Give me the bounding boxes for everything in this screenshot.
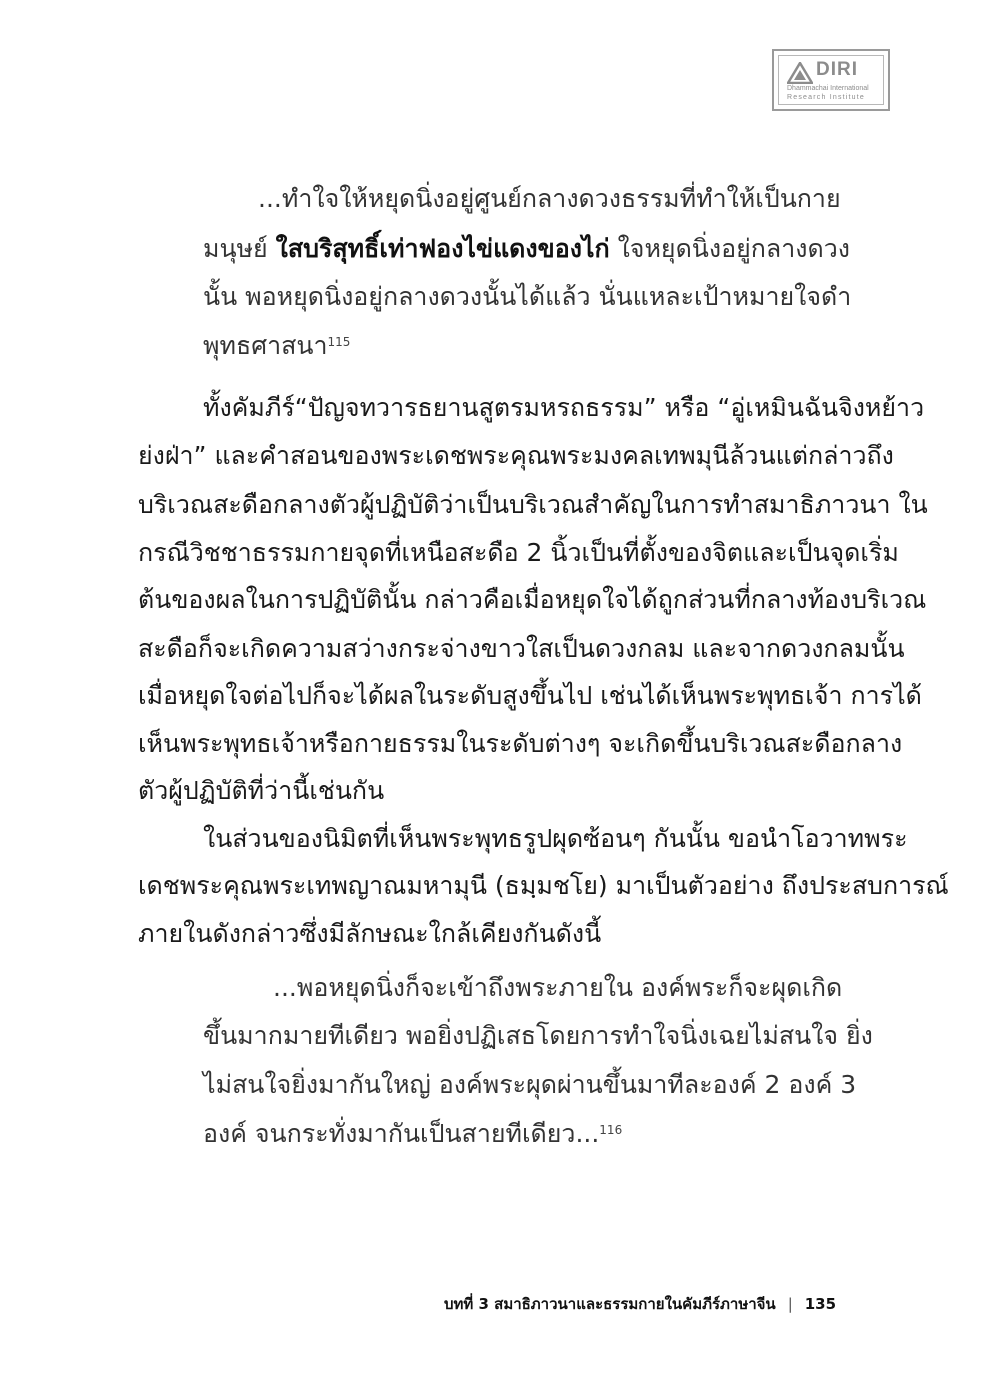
paragraph-1-line: ทั้งคัมภีร์“ปัญจทวารธยานสูตรมหรถธรรม” หรือ “อู่เหมินฉันจิงหย้าว [203, 393, 925, 422]
quote-1-line-2-pre: มนุษย์ [203, 234, 276, 263]
paragraph-1-line: บริเวณสะดือกลางตัวผู้ปฏิบัติว่าเป็นบริเวณสำคัญในการทำสมาธิภาวนา ใน [138, 490, 928, 519]
diri-logo [772, 49, 890, 111]
footnote-116: 116 [599, 1123, 623, 1137]
paragraph-1-line: กรณีวิชชาธรรมกายจุดที่เหนือสะดือ 2 นิ้วเป็นที่ตั้งของจิตและเป็นจุดเริ่ม [138, 538, 899, 567]
quote-2-line-4-text: องค์ จนกระทั่งมากันเป็นสายทีเดียว... [203, 1119, 600, 1148]
footer-separator: | [787, 1295, 793, 1313]
footnote-115: 115 [327, 335, 351, 349]
paragraph-2-line: เดชพระคุณพระเทพญาณมหามุนี (ธมฺมชโย) มาเป็นตัวอย่าง ถึงประสบการณ์ [138, 871, 949, 900]
paragraph-1-line: ย่งฝ่า” และคำสอนของพระเดชพระคุณพระมงคลเทพมุนีล้วนแต่กล่าวถึง [138, 441, 894, 470]
quote-1-line-3: นั้น พอหยุดนิ่งอยู่กลางดวงนั้นได้แล้ว นั่นแหละเป้าหมายใจดำ [203, 282, 852, 311]
quote-2-line-2: ขึ้นมากมายทีเดียว พอยิ่งปฏิเสธโดยการทำใจนิ่งเฉยไม่สนใจ ยิ่ง [203, 1021, 873, 1050]
quote-2-line-4 [203, 1117, 622, 1157]
paragraph-2-line: ในส่วนของนิมิตที่เห็นพระพุทธรูปผุดซ้อนๆ กันนั้น ขอนำโอวาทพระ [203, 824, 908, 853]
paragraph-2-line: ภายในดังกล่าวซึ่งมีลักษณะใกล้เคียงกันดังนี้ [138, 919, 602, 948]
paragraph-1-line: ต้นของผลในการปฏิบัตินั้น กล่าวคือเมื่อหยุดใจได้ถูกส่วนที่กลางท้องบริเวณ [138, 585, 927, 614]
quote-1-line-4-text: พุทธศาสนา [203, 331, 328, 360]
chapter-title: บทที่ 3 สมาธิภาวนาและธรรมกายในคัมภีร์ภาษาจีน [444, 1295, 776, 1313]
paragraph-1-line: เห็นพระพุทธเจ้าหรือกายธรรมในระดับต่างๆ จะเกิดขึ้นบริเวณสะดือกลาง [138, 729, 903, 758]
paragraph-1-line: ตัวผู้ปฏิบัติที่ว่านี้เช่นกัน [138, 776, 385, 805]
logo-subtitle-1: Dhammachai International [787, 85, 869, 92]
quote-1-line-2-post: ใจหยุดนิ่งอยู่กลางดวง [609, 234, 850, 263]
quote-1-line-2 [203, 232, 850, 272]
logo-title: DIRI [816, 59, 858, 80]
paragraph-1-line: เมื่อหยุดใจต่อไปก็จะได้ผลในระดับสูงขึ้นไป เช่นได้เห็นพระพุทธเจ้า การได้ [138, 681, 922, 710]
quote-2-line-3: ไม่สนใจยิ่งมากันใหญ่ องค์พระผุดผ่านขึ้นมาทีละองค์ 2 องค์ 3 [203, 1070, 857, 1099]
triangle-logo-icon [787, 62, 813, 84]
paragraph-1-line: สะดือก็จะเกิดความสว่างกระจ่างขาวใสเป็นดวงกลม และจากดวงกลมนั้น [138, 634, 905, 663]
page-footer [444, 1292, 836, 1316]
quote-1-bold-phrase: ใสบริสุทธิ์เท่าฟองไข่แดงของไก่ [275, 234, 610, 263]
page-number: 135 [804, 1295, 837, 1313]
logo-subtitle-2: Research Institute [787, 94, 866, 101]
quote-1-line-1: ...ทำใจให้หยุดนิ่งอยู่ศูนย์กลางดวงธรรมที่ทำให้เป็นกาย [258, 184, 841, 213]
quote-2-line-1: ...พอหยุดนิ่งก็จะเข้าถึงพระภายใน องค์พระก็จะผุดเกิด [273, 973, 843, 1002]
quote-1-line-4 [203, 329, 350, 369]
